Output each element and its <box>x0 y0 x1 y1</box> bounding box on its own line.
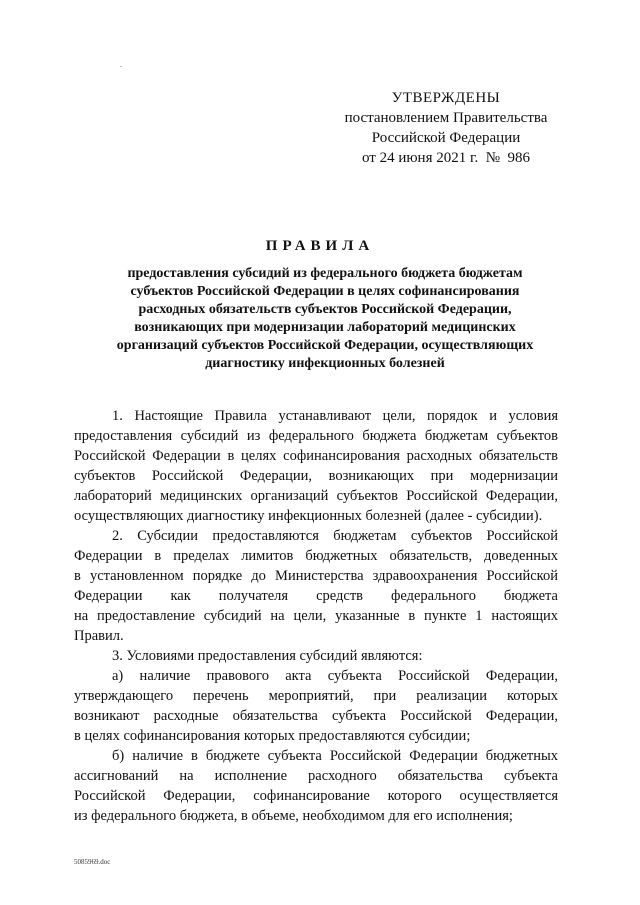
approval-heading: УТВЕРЖДЕНЫ <box>391 90 501 106</box>
approval-line-3: Российской Федерации <box>371 130 521 146</box>
scan-speck <box>120 66 122 67</box>
text-line: б) наличие в бюджете субъекта Российской Федерации бюджетных <box>112 748 558 764</box>
text-line: а) наличие правового акта субъекта Российской Федерации, <box>112 668 558 684</box>
text-line: 2. Субсидии предоставляются бюджетам субъектов Российской <box>112 528 558 544</box>
document-subtitle <box>82 265 568 373</box>
subtitle-line: возникающих при модернизации лабораторий медицинских <box>134 320 516 335</box>
text-line: 1. Настоящие Правила устанавливают цели, порядок и условия <box>112 408 558 424</box>
file-code-footer: 5085969.doc <box>74 858 111 866</box>
subtitle-line: предоставления субсидий из федерального бюджета бюджетам <box>127 266 523 281</box>
paragraph-3 <box>74 646 558 666</box>
text-line: в целях софинансирования которых предоставляются субсидии; <box>74 728 471 744</box>
approval-date-number: от 24 июня 2021 г. № 986 <box>361 150 531 166</box>
paragraph-3b <box>74 746 558 826</box>
text-line: осуществляющих диагностику инфекционных болезней (далее - субсидии). <box>74 508 543 524</box>
subtitle-line: организаций субъектов Российской Федерации, осуществляющих <box>116 338 534 353</box>
document-body <box>74 406 558 826</box>
subtitle-line: субъектов Российской Федерации в целях софинансирования <box>130 284 520 299</box>
text-line: утверждающего перечень мероприятий, при реализации которых <box>74 688 558 704</box>
subtitle-line: диагностику инфекционных болезней <box>205 356 445 371</box>
approval-line-2: постановлением Правительства <box>344 110 548 126</box>
text-line: Федерации как получателя средств федерального бюджета <box>74 588 558 604</box>
approval-block <box>330 88 562 168</box>
text-line: в установленном порядке до Министерства здравоохранения Российской <box>74 568 558 584</box>
paragraph-3a <box>74 666 558 746</box>
text-line: лабораторий медицинских организаций субъектов Российской Федерации, <box>74 488 558 504</box>
text-line: на предоставление субсидий на цели, указанные в пункте 1 настоящих <box>74 608 558 624</box>
text-line: Российской Федерации, софинансирование которого осуществляется <box>74 788 558 804</box>
text-line: Правил. <box>74 628 124 644</box>
text-line: 3. Условиями предоставления субсидий являются: <box>112 648 423 664</box>
text-line: субъектов Российской Федерации, возникающих при модернизации <box>74 468 558 484</box>
text-line: предоставления субсидий из федерального бюджета бюджетам субъектов <box>74 428 558 444</box>
text-line: Федерации в пределах лимитов бюджетных обязательств, доведенных <box>74 548 558 564</box>
document-title: ПРАВИЛА <box>265 238 375 254</box>
text-line: возникают расходные обязательства субъекта Российской Федерации, <box>74 708 558 724</box>
text-line: Российской Федерации в целях софинансирования расходных обязательств <box>74 448 558 464</box>
text-line: из федерального бюджета, в объеме, необходимом для его исполнения; <box>74 808 513 824</box>
text-line: ассигнований на исполнение расходного обязательства субъекта <box>74 768 558 784</box>
paragraph-2 <box>74 526 558 646</box>
subtitle-line: расходных обязательств субъектов Российской Федерации, <box>138 302 512 317</box>
paragraph-1 <box>74 406 558 526</box>
